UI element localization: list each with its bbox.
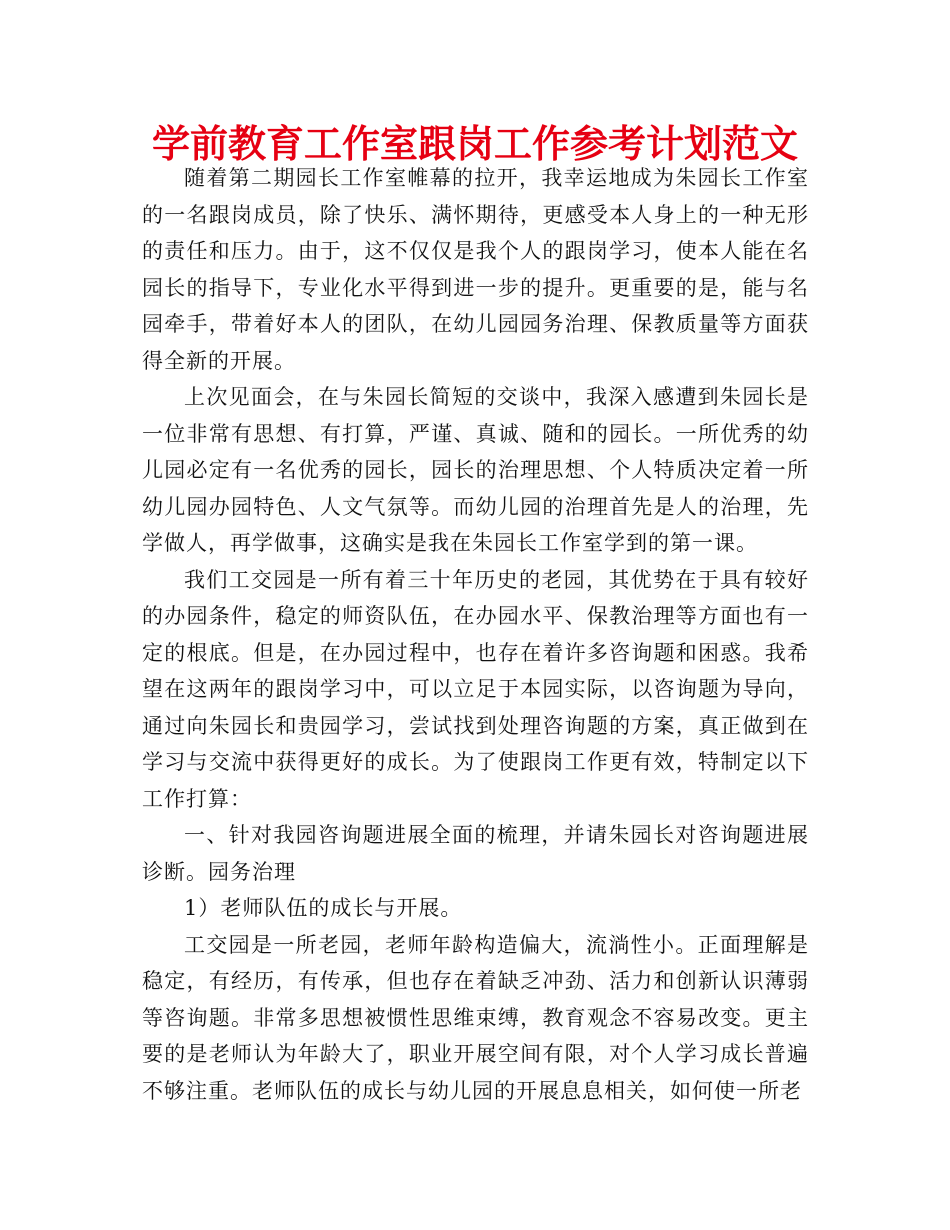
document-body (142, 160, 809, 1109)
paragraph-5: 1）老师队伍的成长与开展。 (184, 896, 463, 920)
paragraph-1: 随着第二期园长工作室帷幕的拉开，我幸运地成为朱园长工作室的一名跟岗成员，除了快乐、满怀期待，更感受本人身上的一种无形的责任和压力。由于，这不仅仅是我个人的跟岗学习，使本人能在名园长的指导下，专业化水平得到进一步的提升。更重要的是，能与名园牵手，带着好本人的团队，在幼儿园园务治理、保教质量等方面获得全新的开展。 (142, 166, 809, 373)
paragraph-4: 一、针对我园咨询题进展全面的梳理，并请朱园长对咨询题进展诊断。园务治理 (142, 823, 809, 884)
paragraph-3: 我们工交园是一所有着三十年历史的老园，其优势在于具有较好的办园条件，稳定的师资队伍，在办园水平、保教治理等方面也有一定的根底。但是，在办园过程中，也存在着许多咨询题和困惑。我希望在这两年的跟岗学习中，可以立足于本园实际，以咨询题为导向，通过向朱园长和贵园学习，尝试找到处理咨询题的方案，真正做到在学习与交流中获得更好的成长。为了使跟岗工作更有效，特制定以下工作打算： (142, 567, 809, 811)
document-title: 学前教育工作室跟岗工作参考计划范文 (151, 122, 798, 166)
paragraph-6: 工交园是一所老园，老师年龄构造偏大，流淌性小。正面理解是稳定，有经历，有传承，但也存在着缺乏冲劲、活力和创新认识薄弱等咨询题。非常多思想被惯性思维束缚，教育观念不容易改变。更主要的是老师认为年龄大了，职业开展空间有限，对个人学习成长普遍不够注重。老师队伍的成长与幼儿园的开展息息相关，如何使一所老 (142, 932, 809, 1103)
paragraph-2: 上次见面会，在与朱园长简短的交谈中，我深入感遭到朱园长是一位非常有思想、有打算，严谨、真诚、随和的园长。一所优秀的幼儿园必定有一名优秀的园长，园长的治理思想、个人特质决定着一所幼儿园办园特色、人文气氛等。而幼儿园的治理首先是人的治理，先学做人，再学做事，这确实是我在朱园长工作室学到的第一课。 (142, 385, 809, 555)
